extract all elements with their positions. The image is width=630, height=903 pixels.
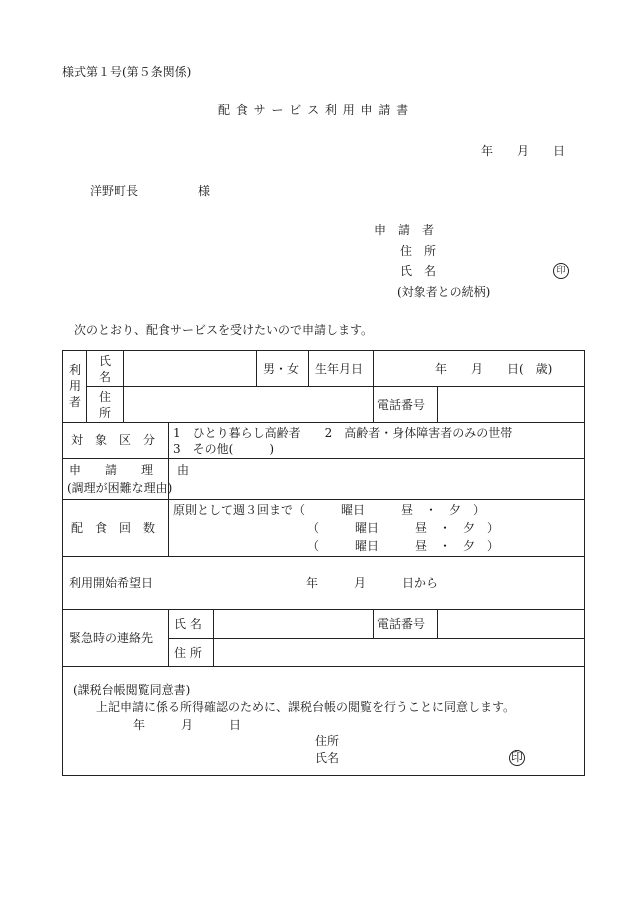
applicant-address-label: 住 所: [400, 244, 437, 258]
category-option-2[interactable]: 3 その他( ): [173, 442, 274, 456]
delivery-line-1[interactable]: 原則として週３回まで（ 曜日 昼 ・ 夕 ）: [173, 503, 486, 517]
phone-label: 電話番号: [377, 398, 426, 412]
reason-input-area[interactable]: [169, 459, 584, 498]
seal-icon: 印: [553, 263, 569, 279]
user-label-char-3: 者: [68, 395, 81, 409]
category-label: 対 象 区 分: [71, 433, 156, 447]
intro-text: 次のとおり、配食サービスを受けたいので申請します。: [74, 323, 374, 337]
address-label-char-1: 住: [98, 390, 111, 404]
delivery-line-3[interactable]: （ 曜日 昼 ・ 夕 ）: [307, 539, 500, 553]
date-line: 年 月 日: [481, 144, 566, 158]
address-input-area[interactable]: [124, 388, 372, 421]
emergency-label: 緊急時の連絡先: [69, 631, 154, 645]
name-label-char-1: 氏: [98, 354, 111, 368]
start-value[interactable]: 年 月 日から: [306, 576, 439, 590]
relation-label: (対象者との続柄): [397, 285, 491, 299]
name-input-area[interactable]: [124, 352, 255, 385]
user-label-char-2: 用: [68, 379, 81, 393]
emergency-address-label: 住 所: [174, 646, 202, 660]
application-form-table: [62, 350, 585, 776]
user-label: [68, 362, 82, 410]
consent-address-label: 住所: [315, 734, 340, 748]
emergency-name-label: 氏 名: [174, 617, 202, 631]
address-label: [98, 389, 112, 421]
birthdate-value[interactable]: 年 月 日( 歳): [435, 362, 553, 376]
delivery-line-2[interactable]: （ 曜日 昼 ・ 夕 ）: [307, 521, 500, 535]
delivery-label: 配 食 回 数: [71, 521, 156, 535]
reason-label: 申 請 理 由: [69, 463, 190, 477]
emergency-phone-label: 電話番号: [377, 617, 426, 631]
consent-heading: (課税台帳閲覧同意書): [73, 683, 191, 697]
consent-name-label: 氏名: [315, 751, 340, 765]
addressee: 洋野町長 様: [90, 184, 211, 198]
emergency-address-input[interactable]: [214, 639, 584, 665]
applicant-name-label: 氏 名: [400, 264, 437, 278]
consent-body: 上記申請に係る所得確認のために、課税台帳の閲覧を行うことに同意します。: [96, 700, 516, 714]
emergency-name-input[interactable]: [214, 610, 372, 637]
gender-choice[interactable]: 男・女: [263, 362, 300, 376]
page-title: 配 食 サ ー ビ ス 利 用 申 請 書: [218, 103, 410, 117]
birthdate-label: 生年月日: [315, 362, 364, 376]
consent-date[interactable]: 年 月 日: [133, 718, 242, 732]
name-label-char-2: 名: [98, 370, 111, 384]
form-number: 様式第１号(第５条関係): [62, 65, 192, 79]
address-label-char-2: 所: [98, 406, 111, 420]
reason-sublabel: (調理が困難な理由): [67, 481, 173, 495]
name-label: [98, 353, 112, 385]
emergency-phone-input[interactable]: [438, 610, 584, 637]
phone-input-area[interactable]: [438, 388, 584, 421]
applicant-label: 申 請 者: [374, 223, 435, 237]
user-label-char-1: 利: [68, 363, 81, 377]
consent-seal-icon: 印: [510, 750, 523, 764]
start-label: 利用開始希望日: [69, 576, 154, 590]
category-option-1[interactable]: 1 ひとり暮らし高齢者 2 高齢者・身体障害者のみの世帯: [173, 426, 513, 440]
